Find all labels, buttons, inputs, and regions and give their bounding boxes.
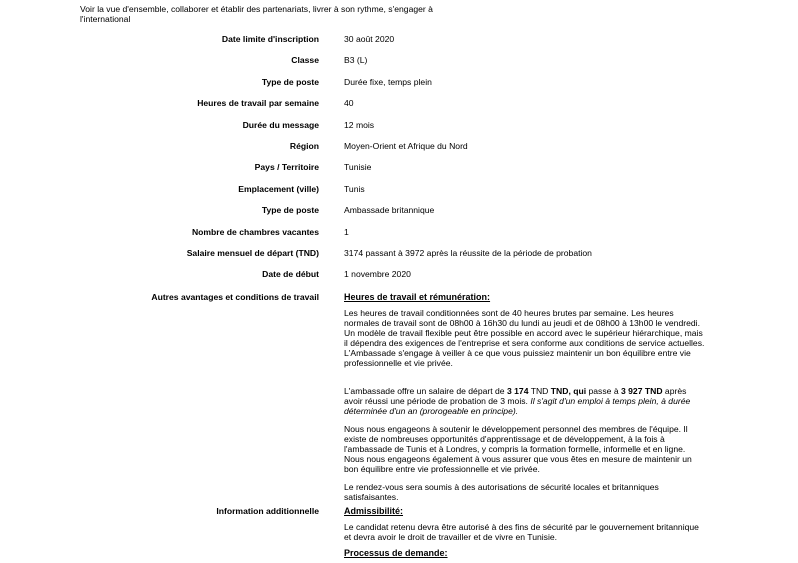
- field-value: 1 novembre 2020: [344, 269, 411, 279]
- benefits-paragraph-salary: L'ambassade offre un salaire de départ de 3 174 TND TND, qui passe à 3 927 TND après avoir réussi une période de probation de 3 mois. Il s'agit d'un emploi à temps plein, à durée déterminée d'un an (prorogeable en principe).: [344, 386, 691, 416]
- field-label: Heures de travail par semaine: [197, 98, 319, 108]
- eligibility-heading: Admissibilité:: [344, 506, 404, 516]
- application-process-heading: Processus de demande:: [344, 548, 448, 558]
- benefits-paragraph-security: Le rendez-vous sera soumis à des autorisations de sécurité locales et britanniques satisfaisantes.: [344, 482, 659, 502]
- additional-label: Information additionnelle: [216, 506, 319, 516]
- field-label: Type de poste: [261, 77, 319, 87]
- field-value: 30 août 2020: [344, 34, 395, 44]
- field-label: Emplacement (ville): [238, 184, 319, 194]
- field-value: Moyen-Orient et Afrique du Nord: [344, 141, 468, 151]
- field-value: Ambassade britannique: [344, 205, 435, 215]
- field-label: Durée du message: [242, 120, 319, 130]
- additional-content: [344, 506, 706, 558]
- field-label: Nombre de chambres vacantes: [191, 227, 319, 237]
- field-value: Tunis: [344, 184, 365, 194]
- field-value: 12 mois: [344, 120, 375, 130]
- field-label: Date de début: [262, 269, 319, 279]
- field-label: Salaire mensuel de départ (TND): [186, 248, 319, 258]
- benefits-content: [344, 292, 706, 502]
- field-value: 3174 passant à 3972 après la réussite de la période de probation: [344, 248, 592, 258]
- field-value: 1: [344, 227, 349, 237]
- field-value: Tunisie: [344, 162, 372, 172]
- field-label: Pays / Territoire: [254, 162, 319, 172]
- benefits-label: Autres avantages et conditions de travail: [151, 292, 319, 302]
- eligibility-paragraph: Le candidat retenu devra être autorisé à des fins de sécurité par le gouvernement britannique et devra avoir le droit de travailler et de vivre en Tunisie.: [344, 522, 699, 542]
- field-label: Date limite d'inscription: [221, 34, 319, 44]
- benefits-paragraph-hours: Les heures de travail conditionnées sont de 40 heures brutes par semaine. Les heures normales de travail sont de 08h00 à 16h30 du lundi au jeudi et de 08h00 à 13h00 le vendredi. Un modèle de travail flexible peut être possible en accord avec le supérieur hiérarchique, mais il dépendra des exigences de l'entreprise et sera conforme aux conditions de service actuelles. L'Ambassade s'engage à veiller à ce que vous puissiez maintenir un bon équilibre entre vie professionnelle et vie privée.: [344, 308, 705, 368]
- benefits-heading: Heures de travail et rémunération:: [344, 292, 491, 302]
- intro-text: Voir la vue d'ensemble, collaborer et établir des partenariats, livrer à son rythme, s'engager à l'international: [80, 4, 433, 24]
- field-label: Classe: [291, 55, 319, 65]
- field-label: Type de poste: [261, 205, 319, 215]
- field-label: Région: [289, 141, 319, 151]
- benefits-paragraph-development: Nous nous engageons à soutenir le développement personnel des membres de l'équipe. Il existe de nombreuses opportunités d'apprentissage et de développement, à la fois à l'ambassade de Tunis et à Londres, y compris la formation formelle, informelle et en ligne. Nous nous engageons également à vous assurer que vous êtes en mesure de maintenir un bon équilibre entre vie professionnelle et vie privée.: [344, 424, 692, 474]
- field-value: 40: [344, 98, 354, 108]
- field-value: Durée fixe, temps plein: [344, 77, 432, 87]
- field-value: B3 (L): [344, 55, 368, 65]
